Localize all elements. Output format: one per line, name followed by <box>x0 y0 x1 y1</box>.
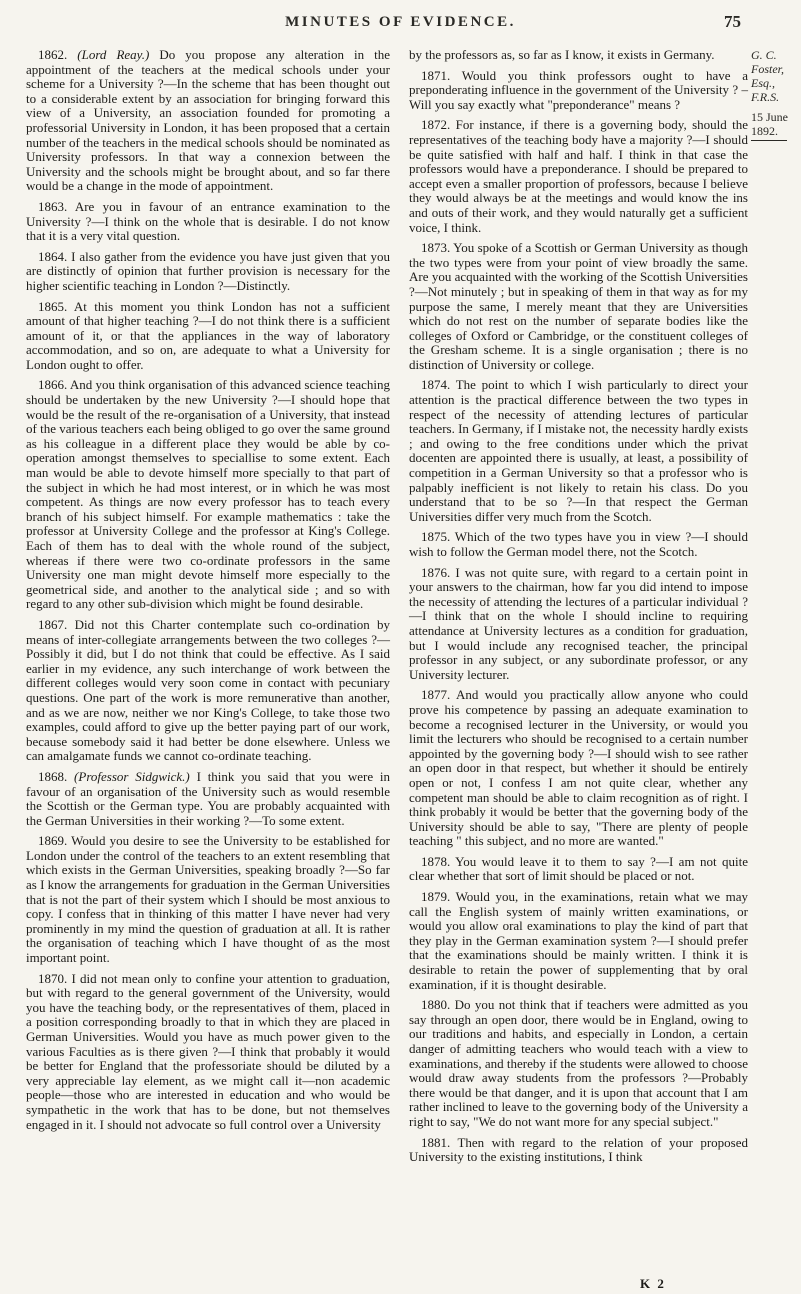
left-column <box>26 48 390 1138</box>
question-number: 1867. <box>38 616 68 632</box>
question-number: 1868. <box>38 768 68 784</box>
question-number: 1869. <box>38 833 68 849</box>
question-text: Are you in favour of an entrance examination to the University ?—I think on the whole that is desirable. I do not know that it is a very vital question. <box>26 198 390 244</box>
question-paragraph <box>409 855 748 884</box>
witness-date: 15 June 1892. <box>751 110 788 138</box>
question-text: At this moment you think London has not a sufficient amount of that higher teaching ?—I do not think there is a sufficient amount of it, or that the appliances in the way of laboratory accommodation, and so on, are adequate to what a University for London ought to offer. <box>26 298 390 372</box>
question-paragraph <box>409 998 748 1129</box>
running-title: MINUTES OF EVIDENCE. <box>285 14 516 30</box>
question-number: 1864. <box>38 248 68 264</box>
question-text: For instance, if there is a governing body, should the representatives of the teaching body have a majority ?—I should be quite satisfied with half and half. I think in that case the professors would have a preponderance. I should be prepared to accept even a smaller proportion of professors, because I believe they would always be at the meetings and would know the ins and outs of their work, and they would naturally get a sufficient voice, I think. <box>409 117 749 235</box>
signature-mark: K 2 <box>640 1276 666 1291</box>
question-paragraph <box>409 688 748 849</box>
question-text: Would you desire to see the University to be established for London under the control of the teachers to an extent resembling that which exists in the German Universities, speaking broadly ?—So far as I know the arrangements for graduation in the German Universities that is not the part of their system which I should be most anxious to copy. I confess that in thinking of this matter I have never had very prominently in my mind the question of graduation at all. It is rather the organisation of teaching which I have thought of as the most important point. <box>26 833 390 966</box>
question-paragraph <box>26 300 390 373</box>
question-number: 1881. <box>421 1134 451 1150</box>
question-paragraph <box>26 834 390 965</box>
question-text: I think you said that you were in favour of an organisation of the University such as would resemble the Scottish or the German type. You are probably acquainted with the German Universities in their working ?—To some extent. <box>26 768 390 828</box>
question-number: 1863. <box>38 198 68 214</box>
question-paragraph <box>26 770 390 828</box>
witness-name: G. C. Foster, Esq., F.R.S. <box>751 48 784 104</box>
question-number: 1873. <box>421 240 451 256</box>
question-number: 1872. <box>421 117 451 133</box>
question-number: 1876. <box>421 564 451 580</box>
question-text: I did not mean only to confine your attention to graduation, but with regard to the general government of the University, would you have the teaching body, or the representatives of them, placed in a position corresponding broadly to that in which they are placed in German Universities. Would you have as much power given to the various Faculties as is there given ?—I think that probably it would be better for England that the professoriate should be diluted by a very appreciable lay element, as we might call it—non academic people—those who are interested in education and who would be sympathetic in the work that has to be done, but not themselves engaged in it. I should not advocate so full control over a University <box>26 970 390 1132</box>
question-paragraph <box>26 250 390 294</box>
question-paragraph <box>26 378 390 612</box>
question-text: Which of the two types have you in view ?—I should wish to follow the German model there, not the Scotch. <box>409 529 749 559</box>
margin-note <box>751 48 799 141</box>
speaker-name: (Professor Sidgwick.) <box>74 768 190 784</box>
question-text: You would leave it to them to say ?—I am not quite clear whether that sort of limit should be placed or not. <box>409 853 748 884</box>
question-paragraph <box>409 69 748 113</box>
question-text: I also gather from the evidence you have just given that you are distinctly of opinion that further provision is necessary for the higher scientific teaching in London ?—Distinctly. <box>26 248 391 293</box>
question-number: 1865. <box>38 298 68 314</box>
question-text: by the professors as, so far as I know, it exists in Germany. <box>409 47 715 62</box>
question-number: 1880. <box>421 997 451 1013</box>
question-number: 1874. <box>421 377 451 393</box>
question-text: Do you not think that if teachers were admitted as you say through an open door, there would be in England, owing to our traditions and habits, and especially in London, a certain danger of admitting teachers who would teach with a view to examinations, and thereby if the students were allowed to choose would draw away students from the professors ?—Probably there would be that danger, and it is upon that account that I am rather inclined to leave to the governing body of the University a right to say, "We do not want more for any special subject." <box>409 997 749 1129</box>
page-header <box>0 0 801 40</box>
question-paragraph <box>26 48 390 194</box>
question-text: You spoke of a Scottish or German University as though the two types were from your point of view broadly the same. Are you acquainted with the working of the Scottish Universities ?—Not minutely ; but in speaking of them in that way as for my purpose the same, I merely meant that they are Universities which do not rest on the number of separate bodies like the colleges of Oxford or Cambridge, or the constituent colleges of the Gresham scheme. It is a single organisation ; there is no distinction of University or college. <box>409 240 748 372</box>
question-text: Do you propose any alteration in the appointment of the teachers at the medical schools under your scheme for a University ?—In the scheme that has been thought out to a considerable extent by an association for bringing forward this view of a University, an association founded for promoting a professorial University in London, it has been proposed that a certain number of the teachers in the medical schools should be nominated as University professors. In that way a connexion between the University and the schools might be brought about, and so far there would be a change in the mode of appointment. <box>26 47 391 194</box>
question-paragraph <box>409 1136 748 1165</box>
question-paragraph <box>409 378 748 524</box>
question-number: 1875. <box>421 529 451 545</box>
question-text: Then with regard to the relation of your proposed University to the existing institutions, I think <box>409 1134 748 1165</box>
question-text: And you think organisation of this advanced science teaching should be undertaken by the new University ?—I should hope that would be the result of the re-organisation of a University, that instead of the various teachers each being obliged to go over the same ground as his colleague in a different place they would be able by co-operation amongst themselves to speciallise to some extent. Each man would be able to devote himself more specially to that part of the subject in which he had most interest, or in which he was most competent. As things are now every professor has to teach every branch of his subject himself. For example mathematics : take the professor at University College and the professor at King's College. Each of them has to deal with the whole round of the subject, whereas if there were two co-ordinate professors in the same University one man might devote himself more especially to the geometrical side, and another to the analytical side ; and so with regard to any other sub-division which might be found desirable. <box>26 377 390 612</box>
question-paragraph <box>409 241 748 372</box>
speaker-name: (Lord Reay.) <box>77 47 150 62</box>
page-number: 75 <box>724 12 741 31</box>
question-paragraph <box>409 530 748 559</box>
question-text: Did not this Charter contemplate such co-ordination by means of inter-collegiate arrangements between the two colleges ?—Possibly it did, but I do not think that could be effective. As I said earlier in my evidence, any such interchange of work between the different colleges would very soon come in contact with pecuniary questions. One part of the work is more remunerative than another, and as we are now, neither we nor King's College, to take those two examples, could afford to give up the better paying part of our work, because somebody said it had better be done elsewhere. Unless we can amalgamate funds we cannot co-ordinate teaching. <box>26 616 391 764</box>
question-paragraph <box>409 566 748 683</box>
question-paragraph <box>409 118 748 235</box>
question-number: 1879. <box>421 889 451 905</box>
question-number: 1870. <box>38 970 68 986</box>
question-number: 1877. <box>421 687 451 703</box>
question-text: Would you, in the examinations, retain what we may call the English system of mainly written examinations, or would you allow oral examinations to play the kind of part that they play in the German examination system ?—I should prefer that the examinations should be mainly written. I think it is desirable to retain the power of supplementing that by oral examination, if it is thought desirable. <box>409 889 748 992</box>
question-text: The point to which I wish particularly to direct your attention is the practical difference between the two types in respect of the necessity of attending lectures of particular teachers. In Germany, if I mistake not, the necessity hardly exists ; and owing to the free conditions under which the privat docenten are appointed there is usually, at least, a possibility of competition in a German University so that a professor who is palpably inefficient is not likely to retain his class. Do you understand that to be so ?—In that respect the German Universities differ very much from the Scotch. <box>409 377 749 524</box>
question-paragraph <box>409 890 748 992</box>
question-text: Would you think professors ought to have a preponderating influence in the government of the University ? – Will you say exactly what "preponderance" means ? <box>409 67 748 112</box>
question-number: 1862. <box>38 47 68 62</box>
question-number: 1871. <box>421 67 451 83</box>
question-paragraph <box>26 618 390 764</box>
question-text: And would you practically allow anyone who could prove his competence by passing an adequate examination to become a recognised lecturer in the University, or would you limit the lecturers who should be recognised to a certain number appointed by the governing body ?—I should wish to see rather an open door in that respect, but whether it should be entirely open or not, I confess I am not quite clear, whether any competent man should be able to claim recognition as of right. I think probably it would be better that the governing body of the University should be able to say, "There are plenty of people teaching " this subject, and no more are wanted." <box>409 687 748 849</box>
question-paragraph <box>26 972 390 1133</box>
question-number: 1878. <box>421 853 451 869</box>
margin-rule <box>751 140 787 141</box>
question-number: 1866. <box>38 377 68 393</box>
right-column <box>409 48 748 1171</box>
question-text: I was not quite sure, with regard to a certain point in your answers to the chairman, how far you did intend to impose the necessity of attending the lectures of a particular individual ?—I think that on the whole I should incline to requiring attendance at University lectures as a condition for graduation, but I would include any recognised teacher, the principal professor in any subject, or any subordinate professor, or any University lecturer. <box>409 564 748 682</box>
question-paragraph <box>409 48 748 63</box>
question-paragraph <box>26 200 390 244</box>
